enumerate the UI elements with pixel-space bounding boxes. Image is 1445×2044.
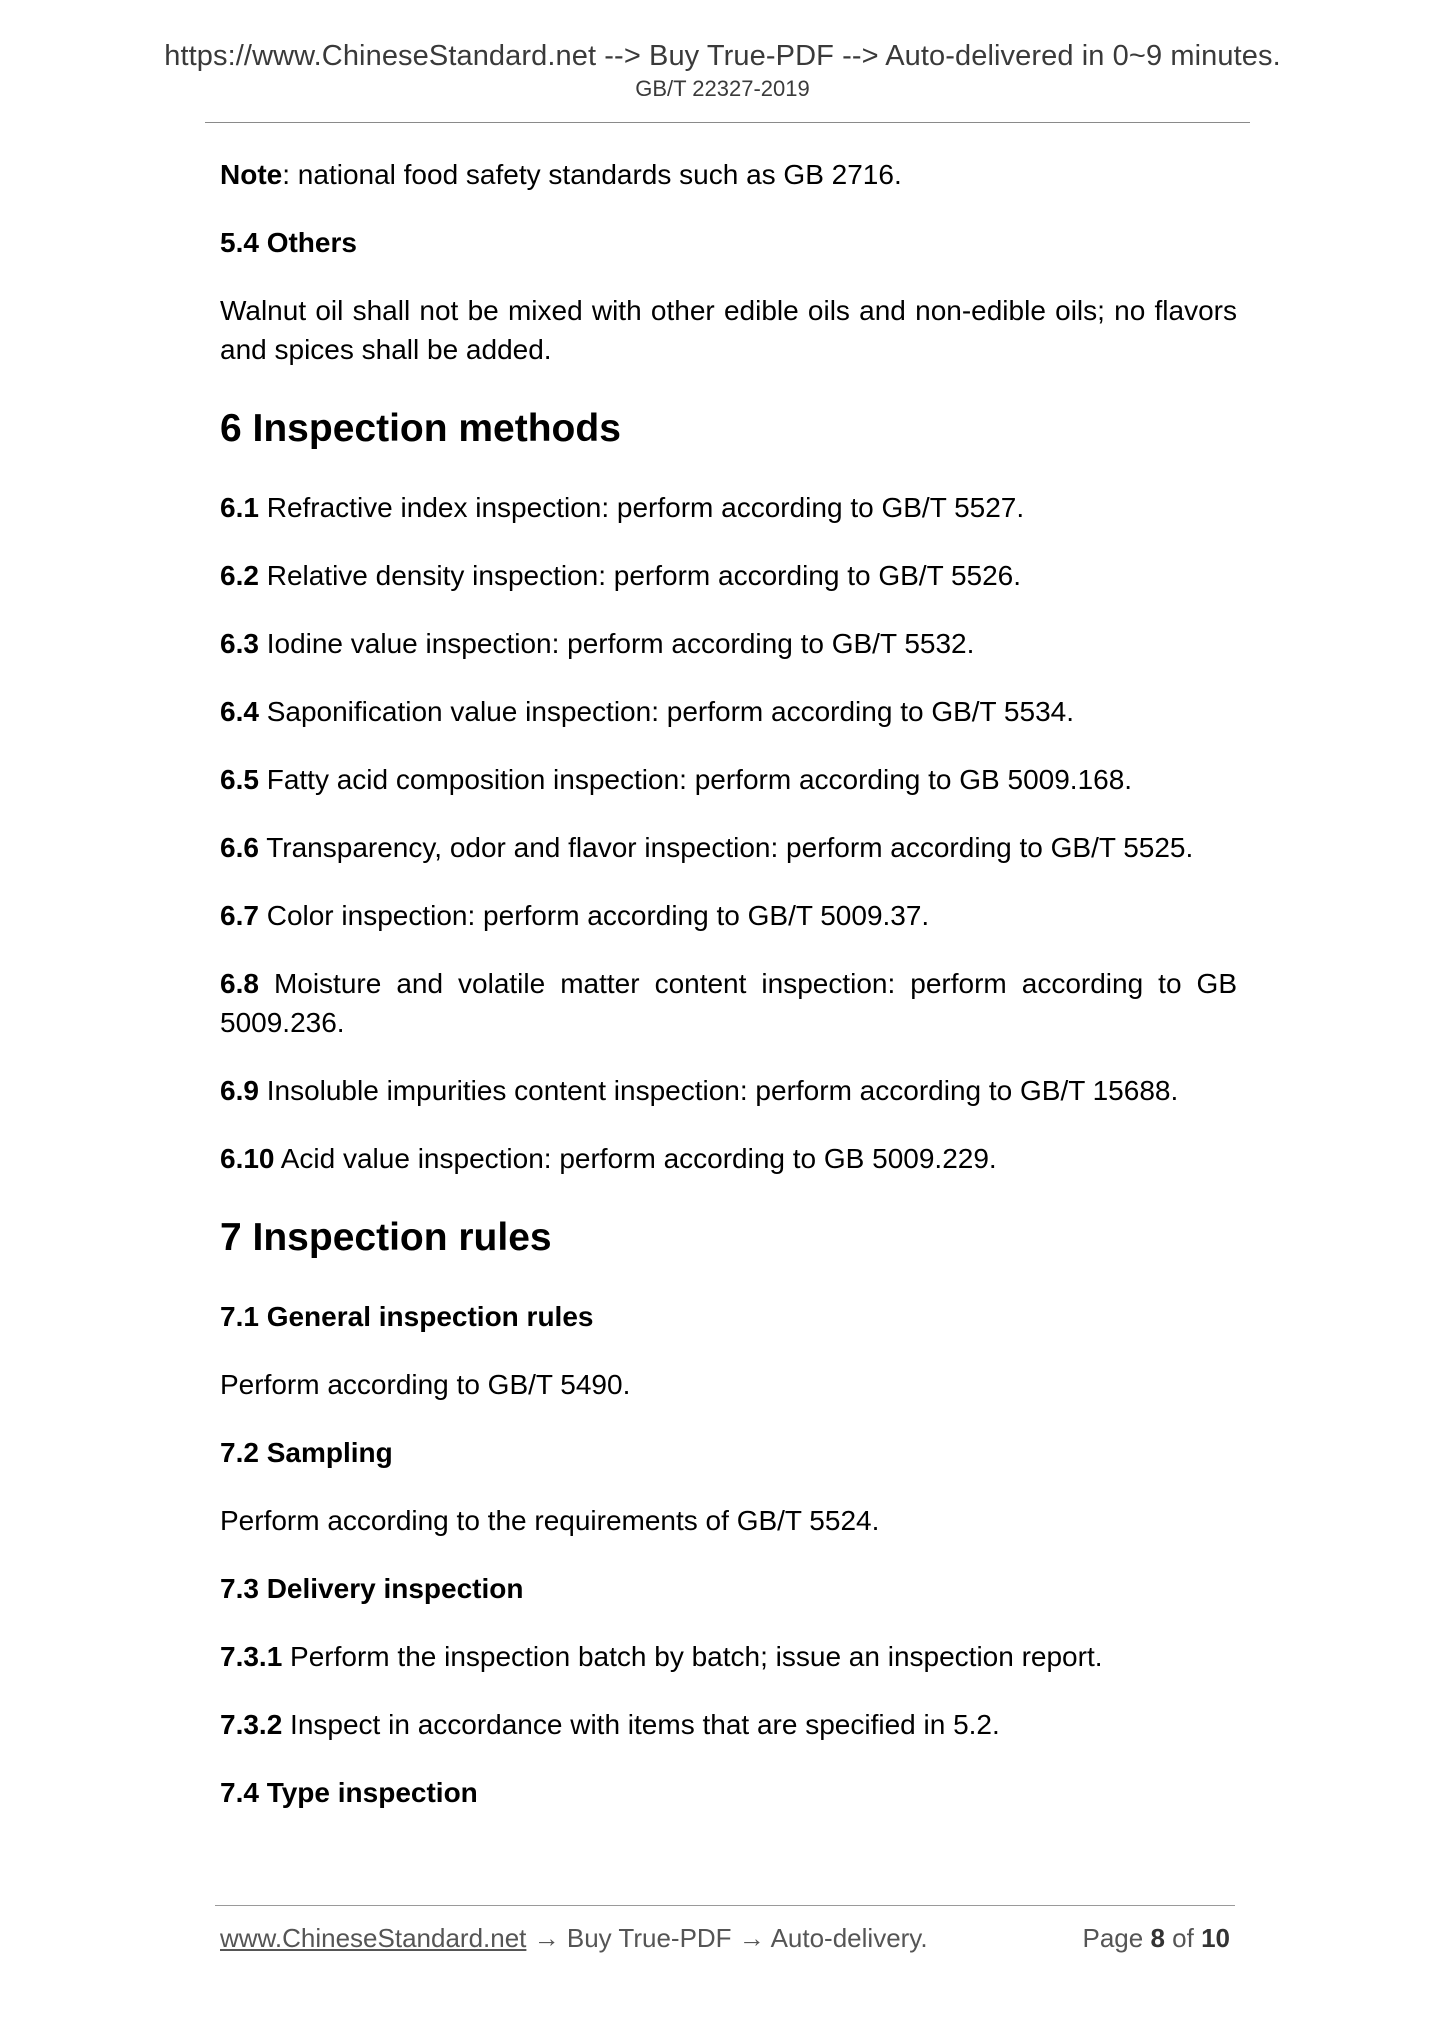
item-text: Relative density inspection: perform according to GB/T 5526. bbox=[258, 560, 1022, 591]
item-text: Perform the inspection batch by batch; issue an inspection report. bbox=[282, 1641, 1103, 1672]
page-total: 10 bbox=[1201, 1923, 1230, 1953]
item-text: Moisture and volatile matter content inspection: perform according to GB 5009.236. bbox=[220, 968, 1237, 1038]
footer-site-link[interactable]: www.ChineseStandard.net bbox=[220, 1923, 527, 1953]
section-5-4-title: 5.4 Others bbox=[220, 227, 357, 258]
page-word: Page bbox=[1082, 1923, 1144, 1953]
item-text: Insoluble impurities content inspection: perform according to GB/T 15688. bbox=[258, 1075, 1179, 1106]
item-6-8 bbox=[220, 964, 1237, 1042]
document-body bbox=[220, 155, 1237, 1812]
item-7-3-1 bbox=[220, 1637, 1237, 1676]
item-number: 6.3 bbox=[220, 628, 259, 659]
item-6-10 bbox=[220, 1139, 1237, 1178]
item-text: Saponification value inspection: perform according to GB/T 5534. bbox=[258, 696, 1074, 727]
section-7-3-title: 7.3 Delivery inspection bbox=[220, 1573, 524, 1604]
note-text: : national food safety standards such as GB 2716. bbox=[282, 159, 902, 190]
header-standard-code: GB/T 22327-2019 bbox=[635, 76, 810, 101]
footer-page-indicator bbox=[1082, 1923, 1230, 1954]
section-7-title: 7 Inspection rules bbox=[220, 1216, 552, 1259]
item-6-6 bbox=[220, 828, 1237, 867]
section-7-1-title: 7.1 General inspection rules bbox=[220, 1301, 594, 1332]
item-6-3 bbox=[220, 624, 1237, 663]
item-6-1 bbox=[220, 488, 1237, 527]
item-text: Refractive index inspection: perform according to GB/T 5527. bbox=[258, 492, 1025, 523]
item-text: Transparency, odor and flavor inspection: perform according to GB/T 5525. bbox=[258, 832, 1194, 863]
header-divider bbox=[205, 122, 1250, 123]
item-number: 6.4 bbox=[220, 696, 259, 727]
item-number: 7.3.1 bbox=[220, 1641, 283, 1672]
item-6-4 bbox=[220, 692, 1237, 731]
item-text: Fatty acid composition inspection: perform according to GB 5009.168. bbox=[258, 764, 1133, 795]
of-word: of bbox=[1172, 1923, 1194, 1953]
item-number: 6.1 bbox=[220, 492, 259, 523]
item-6-7 bbox=[220, 896, 1237, 935]
footer-left bbox=[220, 1923, 928, 1954]
item-number: 6.6 bbox=[220, 832, 259, 863]
item-number: 6.5 bbox=[220, 764, 259, 795]
item-number: 6.8 bbox=[220, 968, 259, 999]
section-7-2-text: Perform according to the requirements of GB/T 5524. bbox=[220, 1505, 880, 1536]
item-7-3-2 bbox=[220, 1705, 1237, 1744]
item-number: 6.9 bbox=[220, 1075, 259, 1106]
note-label: Note bbox=[220, 159, 283, 190]
footer-divider bbox=[215, 1905, 1235, 1906]
section-7-1-text: Perform according to GB/T 5490. bbox=[220, 1369, 631, 1400]
item-text: Color inspection: perform according to GB/T 5009.37. bbox=[258, 900, 930, 931]
section-7-2-title: 7.2 Sampling bbox=[220, 1437, 393, 1468]
item-6-9 bbox=[220, 1071, 1237, 1110]
item-6-5 bbox=[220, 760, 1237, 799]
item-6-2 bbox=[220, 556, 1237, 595]
item-text: Inspect in accordance with items that are specified in 5.2. bbox=[282, 1709, 1000, 1740]
item-number: 6.7 bbox=[220, 900, 259, 931]
item-number: 6.2 bbox=[220, 560, 259, 591]
footer-tagline: → Buy True-PDF → Auto-delivery. bbox=[526, 1923, 928, 1953]
section-6-title: 6 Inspection methods bbox=[220, 407, 621, 450]
header-url-line: https://www.ChineseStandard.net --> Buy True-PDF --> Auto-delivered in 0~9 minutes. bbox=[164, 40, 1281, 72]
section-7-4-title: 7.4 Type inspection bbox=[220, 1777, 478, 1808]
note-paragraph bbox=[220, 155, 1237, 194]
item-number: 6.10 bbox=[220, 1143, 275, 1174]
section-5-4-text: Walnut oil shall not be mixed with other edible oils and non-edible oils; no flavors and spices shall be added. bbox=[220, 295, 1237, 365]
item-text: Acid value inspection: perform according to GB 5009.229. bbox=[274, 1143, 997, 1174]
page-current: 8 bbox=[1150, 1923, 1165, 1953]
item-text: Iodine value inspection: perform according to GB/T 5532. bbox=[258, 628, 975, 659]
item-number: 7.3.2 bbox=[220, 1709, 283, 1740]
